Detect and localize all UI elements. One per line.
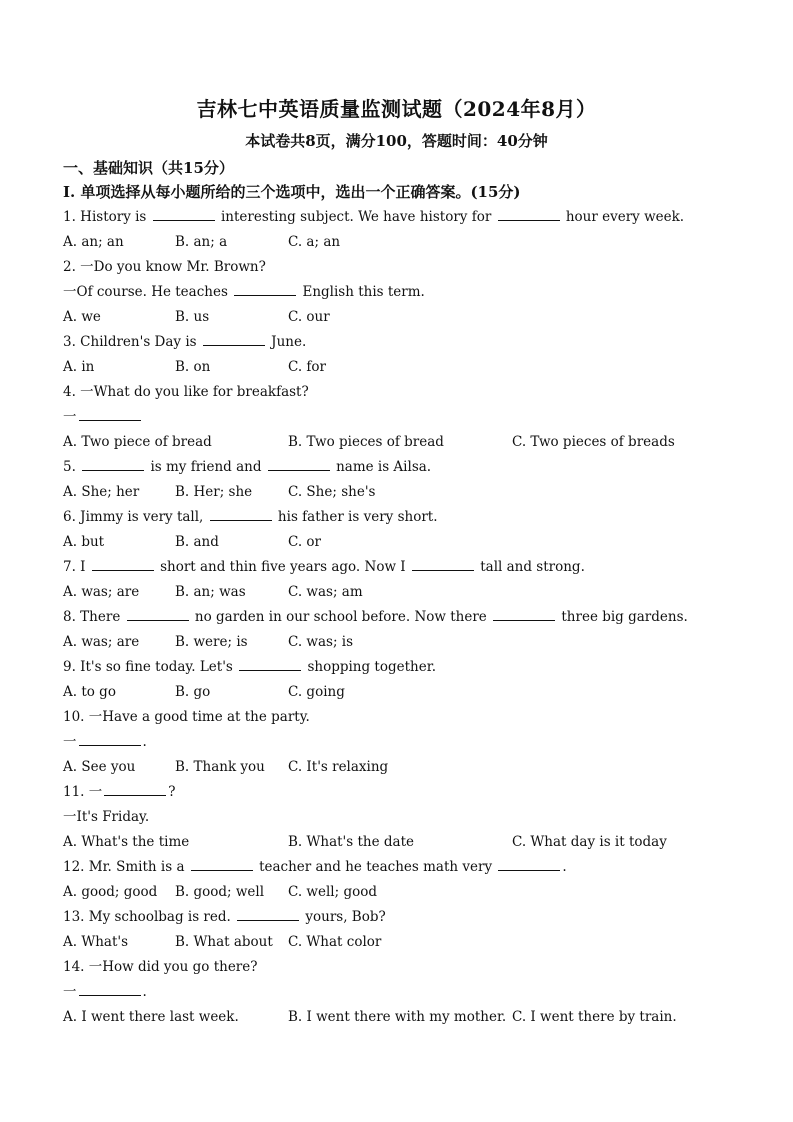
option-c: C. I went there by train.: [512, 1009, 677, 1025]
stem-text: 一Of course. He teaches: [63, 284, 233, 300]
option-b: B. Thank you: [175, 759, 265, 775]
stem-text: .: [562, 859, 567, 875]
option-b: B. were; is: [175, 634, 248, 650]
stem-text: 一It's Friday.: [63, 809, 150, 825]
answer-blank: [79, 406, 141, 421]
option-c: C. a; an: [288, 234, 341, 250]
option-c: C. She; she's: [288, 484, 376, 500]
question-list: [63, 205, 753, 1030]
question-stem: [63, 905, 753, 930]
section-heading: 一、基础知识（共15分）: [63, 159, 234, 177]
answer-blank: [234, 281, 296, 296]
question-stem: [63, 555, 753, 580]
option-row: [63, 830, 753, 855]
option-b: B. us: [175, 309, 210, 325]
stem-text: tall and strong.: [475, 559, 585, 575]
option-row: [63, 1005, 753, 1030]
stem-text: short and thin five years ago. Now I: [155, 559, 410, 575]
option-a: A. I went there last week.: [63, 1009, 239, 1025]
question-stem: [63, 255, 753, 280]
option-row: [63, 430, 753, 455]
option-b: B. What's the date: [288, 834, 414, 850]
answer-blank: [191, 856, 253, 871]
option-a: A. Two piece of bread: [63, 434, 212, 450]
option-a: A. What's the time: [63, 834, 190, 850]
option-row: [63, 530, 753, 555]
option-c: C. going: [288, 684, 345, 700]
stem-text: no garden in our school before. Now there: [190, 609, 492, 625]
option-c: C. was; is: [288, 634, 354, 650]
stem-text: ?: [168, 784, 176, 800]
option-b: B. go: [175, 684, 211, 700]
option-a: A. was; are: [63, 584, 140, 600]
option-b: B. Her; she: [175, 484, 253, 500]
option-a: A. was; are: [63, 634, 140, 650]
question-stem: [63, 705, 753, 730]
stem-text: 13. My schoolbag is red.: [63, 909, 236, 925]
answer-blank: [79, 981, 141, 996]
stem-text: 10. 一Have a good time at the party.: [63, 709, 310, 725]
option-c: C. for: [288, 359, 327, 375]
stem-text: shopping together.: [303, 659, 436, 675]
stem-text: 14. 一How did you go there?: [63, 959, 258, 975]
option-b: B. good; well: [175, 884, 265, 900]
exam-title: 吉林七中英语质量监测试题（2024年8月）: [196, 97, 597, 121]
stem-text: June.: [266, 334, 307, 350]
option-b: B. on: [175, 359, 211, 375]
answer-blank: [493, 606, 555, 621]
option-a: A. to go: [63, 684, 116, 700]
stem-text: 2. 一Do you know Mr. Brown?: [63, 259, 266, 275]
question-stem: [63, 280, 753, 305]
question-stem: [63, 655, 753, 680]
question-stem: [63, 330, 753, 355]
option-b: B. Two pieces of bread: [288, 434, 444, 450]
stem-text: 9. It's so fine today. Let's: [63, 659, 238, 675]
stem-text: 8. There: [63, 609, 125, 625]
option-a: A. but: [63, 534, 105, 550]
stem-text: yours, Bob?: [301, 909, 386, 925]
option-row: [63, 880, 753, 905]
answer-blank: [203, 331, 265, 346]
stem-text: 一: [63, 734, 77, 750]
answer-blank: [82, 456, 144, 471]
stem-text: 一: [63, 409, 77, 425]
option-a: A. good; good: [63, 884, 158, 900]
stem-text: three big gardens.: [557, 609, 688, 625]
option-row: [63, 230, 753, 255]
answer-blank: [239, 656, 301, 671]
stem-text: .: [142, 984, 147, 1000]
answer-blank: [498, 856, 560, 871]
stem-text: 11. 一: [63, 784, 103, 800]
answer-blank: [498, 206, 560, 221]
question-stem: [63, 380, 753, 405]
stem-text: 3. Children's Day is: [63, 334, 201, 350]
option-row: [63, 305, 753, 330]
question-stem: [63, 730, 753, 755]
option-c: C. was; am: [288, 584, 363, 600]
question-stem: [63, 605, 753, 630]
answer-blank: [79, 731, 141, 746]
stem-text: his father is very short.: [273, 509, 438, 525]
option-b: B. an; a: [175, 234, 228, 250]
question-stem: [63, 780, 753, 805]
stem-text: 7. I: [63, 559, 90, 575]
stem-text: English this term.: [298, 284, 425, 300]
stem-text: hour every week.: [561, 209, 685, 225]
answer-blank: [210, 506, 272, 521]
option-a: A. we: [63, 309, 101, 325]
option-c: C. Two pieces of breads: [512, 434, 675, 450]
option-c: C. our: [288, 309, 330, 325]
question-stem: [63, 405, 753, 430]
option-a: A. See you: [63, 759, 136, 775]
question-stem: [63, 205, 753, 230]
answer-blank: [104, 781, 166, 796]
option-row: [63, 630, 753, 655]
option-row: [63, 930, 753, 955]
exam-subtitle: 本试卷共8页，满分100，答题时间：40分钟: [245, 132, 548, 150]
option-c: C. well; good: [288, 884, 377, 900]
answer-blank: [92, 556, 154, 571]
option-c: C. What color: [288, 934, 382, 950]
option-a: A. She; her: [63, 484, 140, 500]
stem-text: 12. Mr. Smith is a: [63, 859, 189, 875]
answer-blank: [268, 456, 330, 471]
stem-text: .: [142, 734, 147, 750]
option-a: A. in: [63, 359, 95, 375]
question-stem: [63, 855, 753, 880]
question-stem: [63, 955, 753, 980]
stem-text: 一: [63, 984, 77, 1000]
option-row: [63, 755, 753, 780]
option-b: B. I went there with my mother.: [288, 1009, 507, 1025]
option-b: B. an; was: [175, 584, 246, 600]
question-stem: [63, 980, 753, 1005]
option-b: B. and: [175, 534, 219, 550]
stem-text: 4. 一What do you like for breakfast?: [63, 384, 309, 400]
option-c: C. What day is it today: [512, 834, 667, 850]
stem-text: 1. History is: [63, 209, 151, 225]
option-row: [63, 680, 753, 705]
stem-text: name is Ailsa.: [331, 459, 432, 475]
option-c: C. It's relaxing: [288, 759, 389, 775]
answer-blank: [127, 606, 189, 621]
option-a: A. an; an: [63, 234, 124, 250]
question-stem: [63, 805, 753, 830]
answer-blank: [412, 556, 474, 571]
stem-text: is my friend and: [146, 459, 266, 475]
stem-text: interesting subject. We have history for: [216, 209, 496, 225]
stem-text: 5.: [63, 459, 81, 475]
stem-text: teacher and he teaches math very: [254, 859, 497, 875]
option-b: B. What about: [175, 934, 273, 950]
stem-text: 6. Jimmy is very tall,: [63, 509, 208, 525]
section-instructions: I. 单项选择从每小题所给的三个选项中，选出一个正确答案。(15分): [63, 183, 521, 201]
answer-blank: [237, 906, 299, 921]
option-row: [63, 580, 753, 605]
option-row: [63, 480, 753, 505]
answer-blank: [153, 206, 215, 221]
option-c: C. or: [288, 534, 322, 550]
question-stem: [63, 455, 753, 480]
option-row: [63, 355, 753, 380]
question-stem: [63, 505, 753, 530]
option-a: A. What's: [63, 934, 129, 950]
